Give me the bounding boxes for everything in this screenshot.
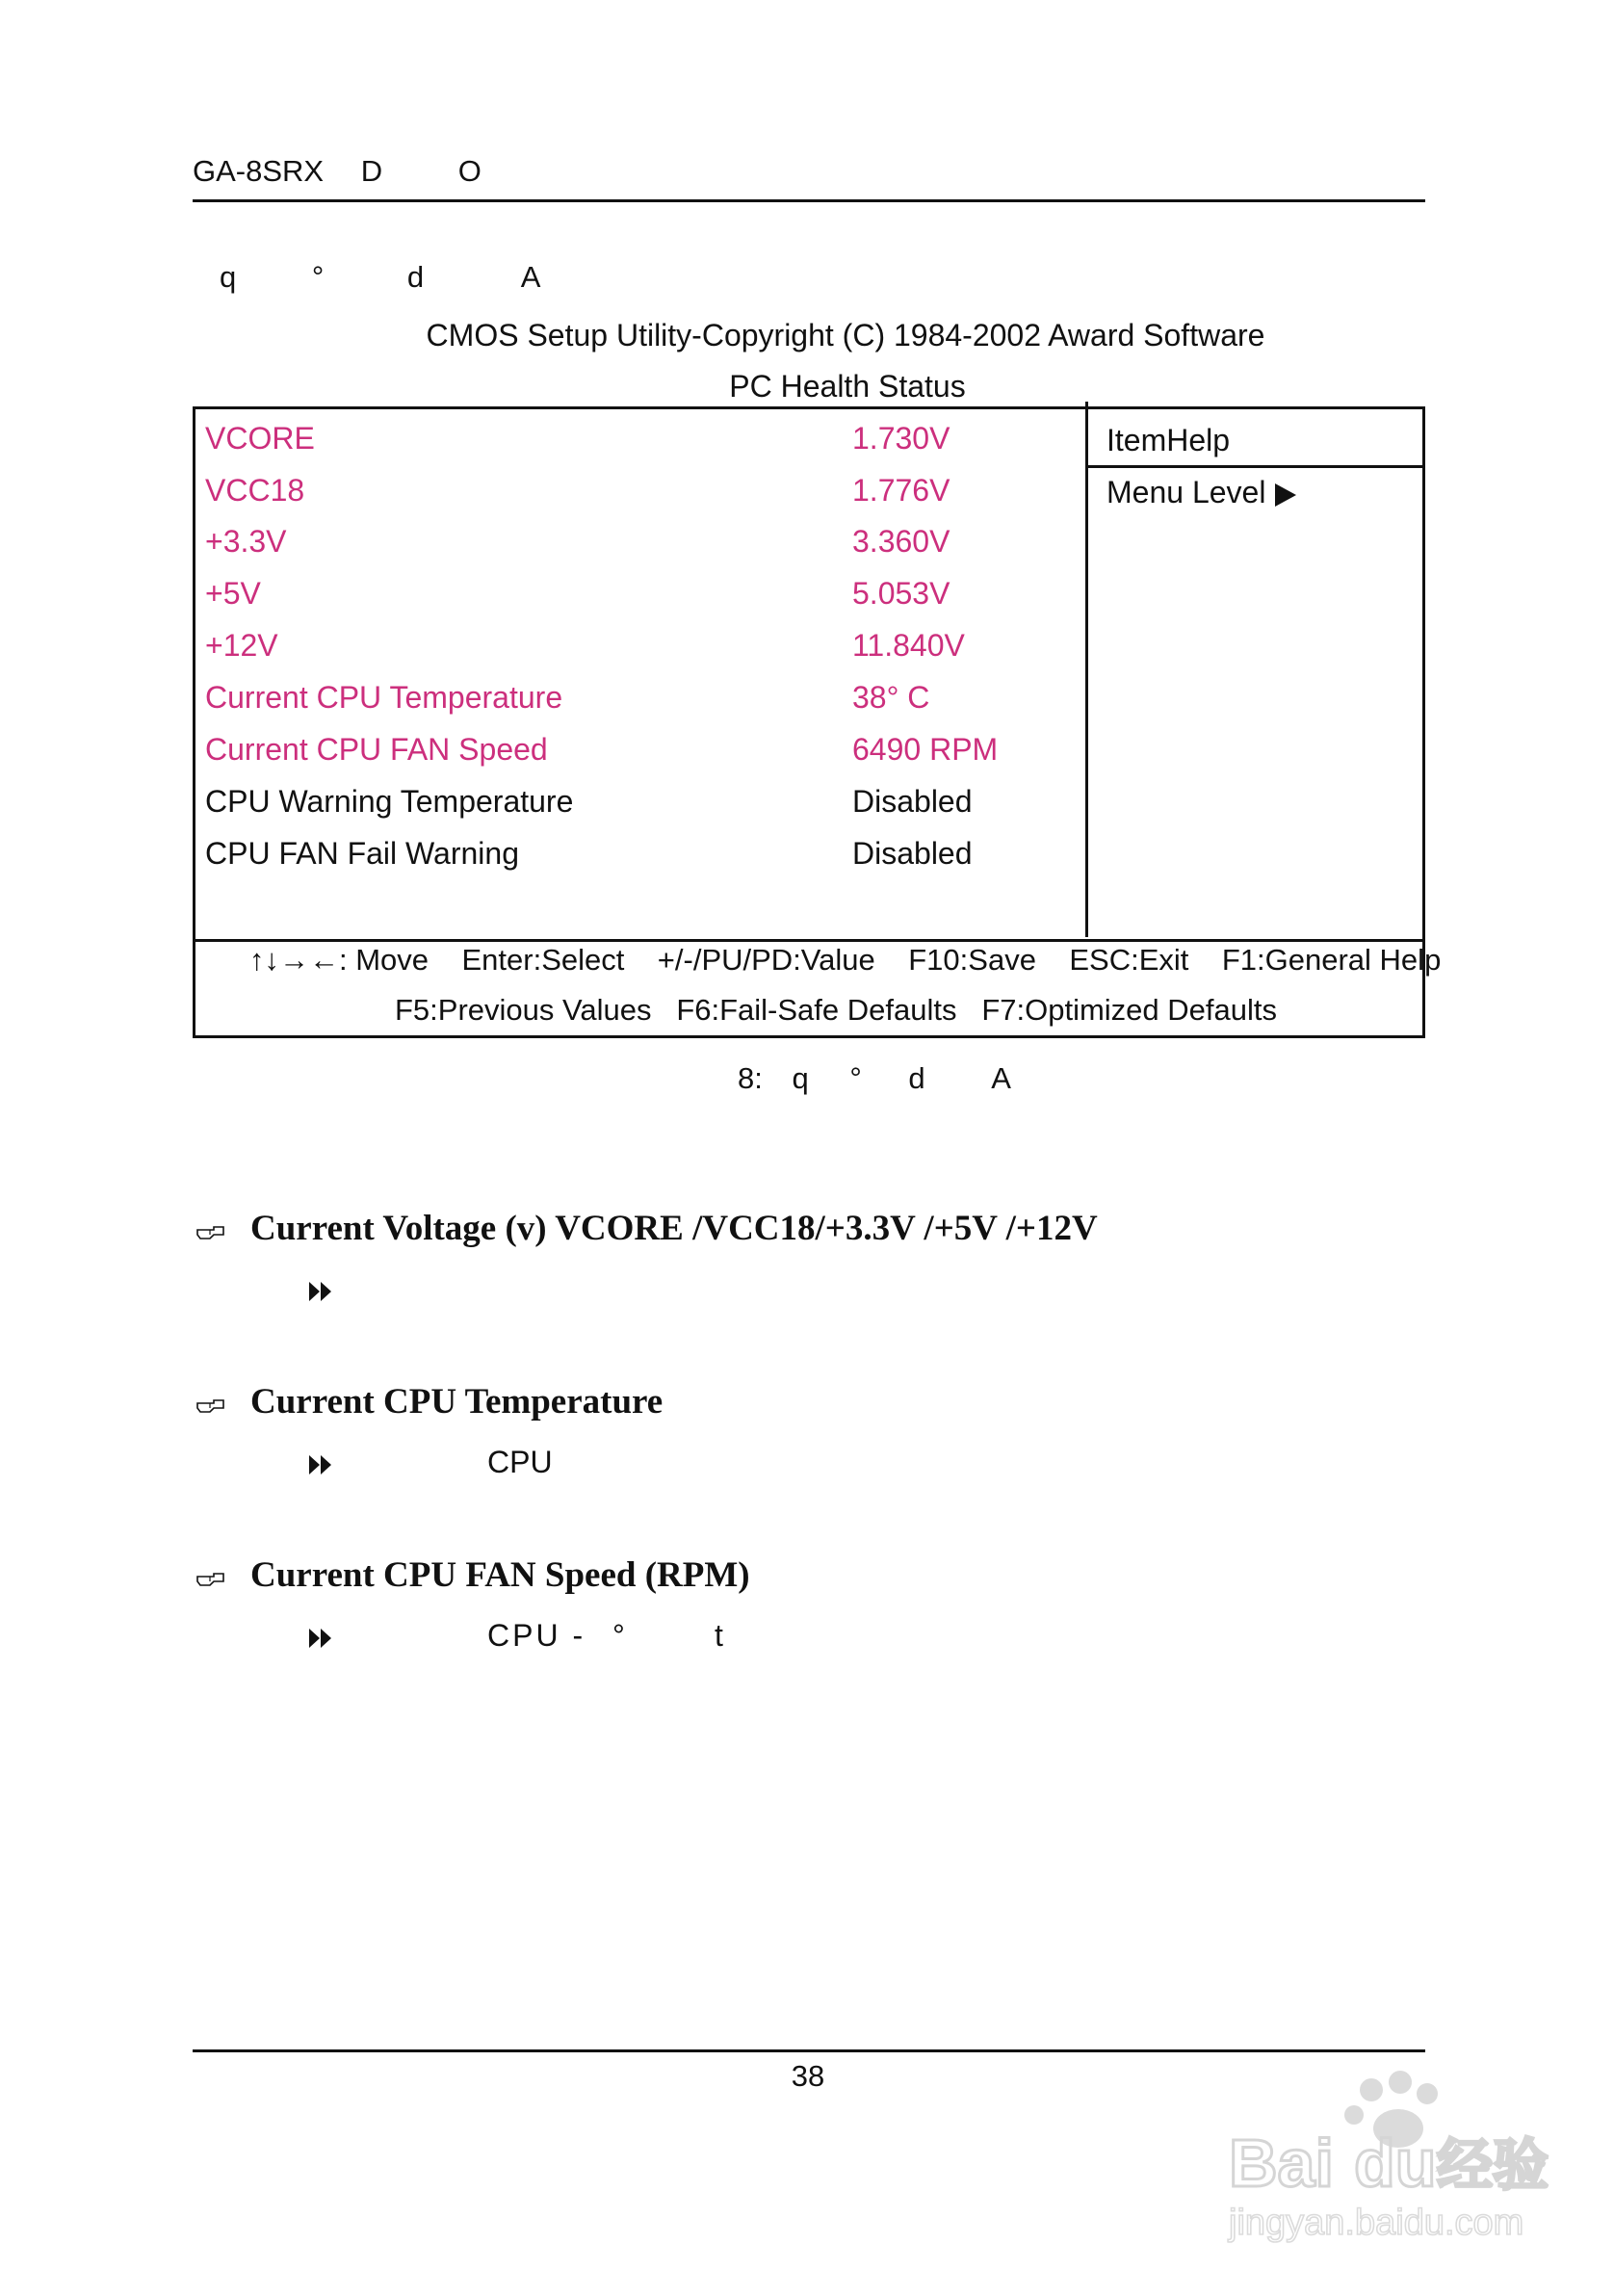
keys-divider (195, 939, 1422, 942)
heading-fragment: q (220, 260, 237, 294)
caption-fragment: d (908, 1061, 925, 1095)
bios-screen-title: PC Health Status (729, 369, 966, 404)
watermark-cn: 经验 (1437, 2132, 1549, 2198)
bios-value-cpu-fan-fail-warning[interactable]: Disabled (852, 836, 973, 871)
watermark-brand: Bai (1229, 2126, 1334, 2201)
help-title-divider (1085, 465, 1422, 468)
section-title-cpu-temperature: Current CPU Temperature (250, 1382, 664, 1422)
bios-item-cpu-fan-fail-warning[interactable]: CPU FAN Fail Warning (205, 836, 519, 871)
item-help-title: ItemHelp (1106, 423, 1231, 457)
header-rule (193, 199, 1425, 202)
bios-screen (193, 406, 1442, 1038)
bios-value-vcore: 1.730V (852, 421, 950, 456)
section-text-cpu-fan-speed: CPU - (487, 1618, 586, 1653)
bios-item-3v3[interactable]: +3.3V (205, 524, 287, 559)
fast-forward-icon (308, 1628, 333, 1649)
bios-value-cpu-fan-speed: 6490 RPM (852, 732, 999, 767)
section-text-fragment: t (715, 1618, 723, 1653)
watermark-brand-2: du (1354, 2126, 1437, 2201)
section-text-fragment: ° (612, 1618, 625, 1653)
document-header (193, 154, 505, 189)
baidu-jingyan-watermark-logo (1210, 2061, 1575, 2254)
heading-fragment: A (520, 260, 541, 294)
bios-item-cpu-warning-temperature[interactable]: CPU Warning Temperature (205, 784, 574, 819)
menu-level-label: Menu Level (1106, 475, 1266, 509)
caption-fragment: ° (849, 1061, 862, 1095)
section-title-voltage: Current Voltage (v) VCORE /VCC18/+3.3V /+5V /+12V (250, 1209, 1098, 1248)
header-fragment-1: D (360, 154, 383, 188)
section-heading (220, 260, 540, 295)
heading-fragment: ° (311, 260, 325, 294)
key-legend-line-1: ↑↓→←: Move Enter:Select +/-/PU/PD:Value F10:Save ESC:Exit F1:General Help (249, 943, 1442, 977)
triangle-right-icon (1275, 483, 1296, 507)
caption-fragment: q (792, 1061, 809, 1095)
section-text-cpu-temperature: CPU (487, 1445, 553, 1479)
bios-item-vcore[interactable]: VCORE (205, 421, 315, 456)
pointing-hand-icon (196, 1395, 225, 1414)
caption-fragment: A (991, 1061, 1011, 1095)
bios-item-5v[interactable]: +5V (205, 576, 261, 611)
help-divider (1085, 402, 1088, 937)
section-title-cpu-fan-speed: Current CPU FAN Speed (RPM) (250, 1555, 750, 1595)
bios-value-cpu-temperature: 38° C (852, 680, 930, 715)
bios-value-5v: 5.053V (852, 576, 950, 611)
footer-rule (193, 2049, 1425, 2052)
caption-fragment: 8: (738, 1061, 763, 1095)
pointing-hand-icon (196, 1221, 225, 1240)
bios-item-cpu-fan-speed[interactable]: Current CPU FAN Speed (205, 732, 548, 767)
bios-item-vcc18[interactable]: VCC18 (205, 473, 305, 508)
pointing-hand-icon (196, 1568, 225, 1587)
bios-value-cpu-warning-temperature[interactable]: Disabled (852, 784, 973, 819)
menu-level (1106, 475, 1296, 510)
bios-copyright: CMOS Setup Utility-Copyright (C) 1984-2002 Award Software (426, 318, 1265, 352)
bios-value-3v3: 3.360V (852, 524, 950, 559)
figure-caption (738, 1061, 1011, 1096)
fast-forward-icon (308, 1281, 333, 1302)
fast-forward-icon (308, 1454, 333, 1475)
page-number: 38 (791, 2059, 825, 2093)
watermark-url: jingyan.baidu.com (1229, 2203, 1524, 2243)
header-fragment-2: O (457, 154, 482, 188)
bios-item-cpu-temperature[interactable]: Current CPU Temperature (205, 680, 563, 715)
bios-value-vcc18: 1.776V (852, 473, 950, 508)
header-model: GA-8SRX (193, 154, 325, 188)
bios-item-12v[interactable]: +12V (205, 628, 278, 663)
heading-fragment: d (406, 260, 425, 294)
bios-value-12v: 11.840V (852, 628, 965, 663)
key-legend-line-2: F5:Previous Values F6:Fail-Safe Defaults F7:Optimized Defaults (394, 993, 1277, 1027)
